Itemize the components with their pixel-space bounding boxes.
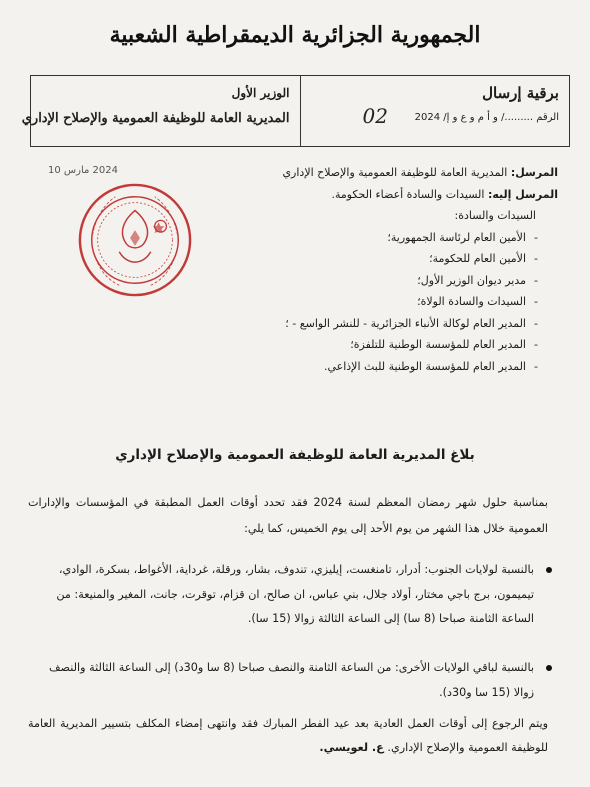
recipient-item: - السيدات والسادة الولاة؛ bbox=[198, 291, 558, 313]
recipient-row bbox=[198, 184, 558, 206]
closing-paragraph bbox=[28, 712, 548, 760]
closing-text: ويتم الرجوع إلى أوقات العمل العادية بعد عيد الفطر المبارك فقد وانتهى إمضاء المكلف بتسيير المديرية العامة للوظيفة العمومية والإصلاح الإداري. bbox=[28, 717, 548, 754]
signature: ع. لعويسي. bbox=[319, 741, 384, 754]
prime-minister-label: الوزير الأول bbox=[231, 86, 290, 100]
sender-row bbox=[198, 162, 558, 184]
bullet-dot-icon bbox=[546, 665, 552, 671]
recipient-item: - الأمين العام لرئاسة الجمهورية؛ bbox=[198, 227, 558, 249]
telegram-cell bbox=[300, 76, 570, 146]
bullet-text: بالنسبة لباقي الولايات الأخرى: من الساعة الثامنة والنصف صباحا (8 سا و30د) إلى الساعة الثالثة والنصف زوالا (15 سا و30د). bbox=[48, 661, 534, 699]
reference-line: الرقم ........./ و أ م و ع و إ/ 2024 bbox=[414, 112, 559, 123]
salutation: السيدات والسادة: bbox=[454, 209, 536, 222]
recipient-item: - مدير ديوان الوزير الأول؛ bbox=[198, 270, 558, 292]
recipient-label: المرسل إليه: bbox=[487, 187, 558, 201]
addressing-block bbox=[198, 162, 558, 377]
header-box bbox=[21, 75, 570, 147]
republic-heading: الجمهورية الجزائرية الديمقراطية الشعبية bbox=[109, 22, 481, 48]
bullet-dot-icon bbox=[546, 567, 552, 573]
notice-intro: بمناسبة حلول شهر رمضان المعظم لسنة 2024 فقد تحدد أوقات العمل المطبقة في المؤسسات والإدارات العمومية خلال هذا الشهر من يوم الأحد إلى يوم الخميس، كما يلي: bbox=[28, 496, 549, 535]
recipient-item: - المدير العام لوكالة الأنباء الجزائرية - للنشر الواسع - ؛ bbox=[198, 313, 558, 335]
recipient-item: - المدير العام للمؤسسة الوطنية للبث الإذاعي. bbox=[198, 356, 558, 378]
telegram-title: برقية إرسال bbox=[482, 84, 559, 102]
bullet-text: بالنسبة لولايات الجنوب: أدرار، تامنغست، إيليزي، تندوف، بشار، ورقلة، غرداية، الأغواط، بسكرة، الوادي، تيميمون، برج باجي مختار، أولاد جلال، بني عباس، ان صالح، ان قزام، توقرت، جانت، المغير والمنيعة: من الساعة الثامنة صباحا (8 سا) إلى الساعة الثالثة زوالا (15 سا). bbox=[56, 563, 534, 625]
notice-title: بلاغ المديرية العامة للوظيفة العمومية والإصلاح الإداري bbox=[115, 447, 475, 463]
bullet-south-wilayas bbox=[37, 558, 552, 632]
recipient-value: السيدات والسادة أعضاء الحكومة. bbox=[331, 187, 485, 201]
recipient-item: - الأمين العام للحكومة؛ bbox=[198, 248, 558, 270]
official-seal-icon bbox=[76, 180, 194, 300]
directorate-label: المديرية العامة للوظيفة العمومية والإصلاح الإداري bbox=[21, 111, 290, 126]
date-stamp: 2024 مارس 10 bbox=[48, 165, 118, 176]
recipient-item: - المدير العام للمؤسسة الوطنية للتلفزة؛ bbox=[198, 334, 558, 356]
ministry-cell bbox=[21, 76, 300, 146]
bullet-other-wilayas bbox=[37, 656, 552, 705]
sender-value: المديرية العامة للوظيفة العمومية والإصلاح الإداري bbox=[282, 166, 508, 179]
reference-number: 02 bbox=[362, 104, 388, 128]
sender-label: المرسل: bbox=[510, 166, 558, 179]
